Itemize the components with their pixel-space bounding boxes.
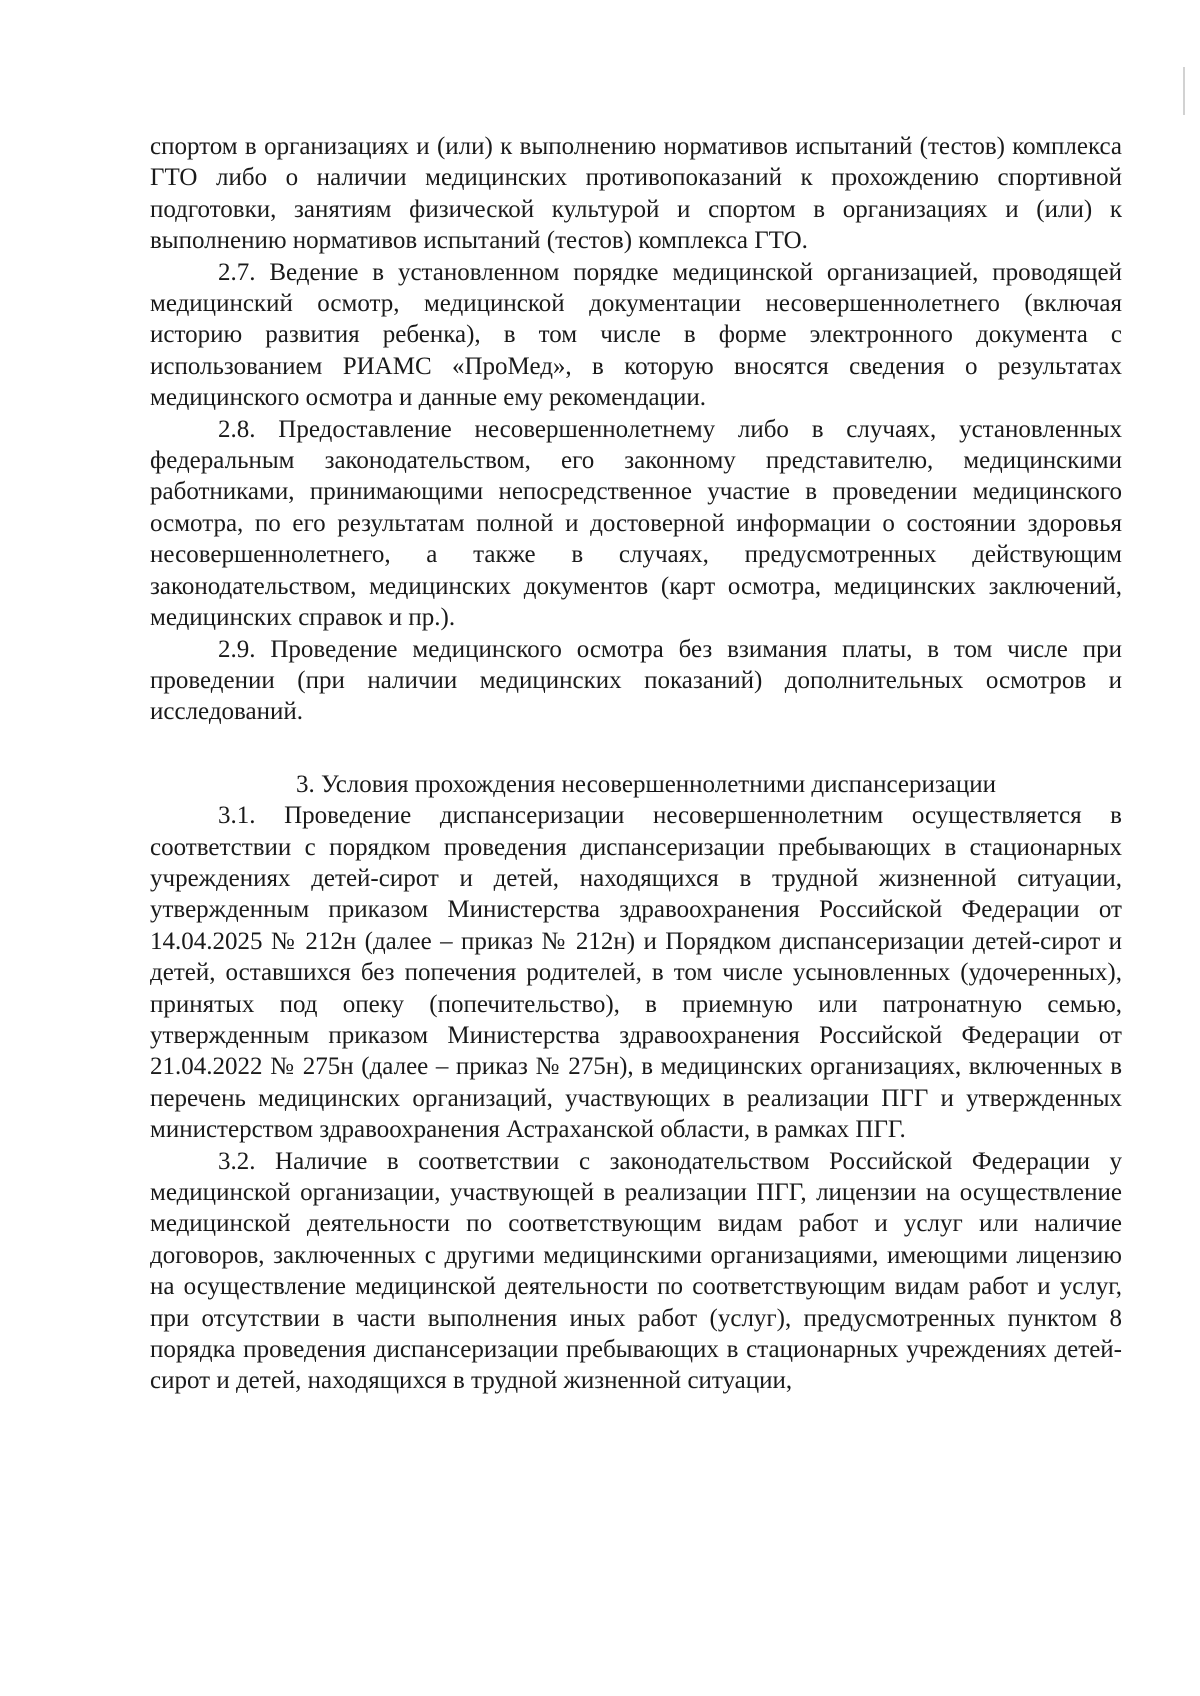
paragraph-2-8: 2.8. Предоставление несовершеннолетнему либо в случаях, установленных федеральным законодательством, его законному представителю, медицинскими работниками, принимающими непосредственное участие в проведении медицинского осмотра, по его результатам полной и достоверной информации о состоянии здоровья несовершеннолетнего, а также в случаях, предусмотренных действующим законодательством, медицинских документов (карт осмотра, медицинских заключений, медицинских справок и пр.). (150, 415, 1122, 632)
scan-edge-mark (1183, 67, 1185, 115)
paragraph-2-9: 2.9. Проведение медицинского осмотра без взимания платы, в том числе при проведении (при наличии медицинских показаний) дополнительных осмотров и исследований. (150, 635, 1122, 726)
document-body (150, 131, 1122, 1397)
section-3-heading: 3. Условия прохождения несовершеннолетними диспансеризации (296, 770, 996, 798)
section-spacer (150, 728, 1122, 769)
paragraph-continuation: спортом в организациях и (или) к выполнению нормативов испытаний (тестов) комплекса ГТО либо о наличии медицинских противопоказаний к прохождению спортивной подготовки, занятиям физической культурой и спортом в организациях и (или) к выполнению нормативов испытаний (тестов) комплекса ГТО. (150, 133, 1122, 255)
paragraph-2-7: 2.7. Ведение в установленном порядке медицинской организацией, проводящей медицинский осмотр, медицинской документации несовершеннолетнего (включая историю развития ребенка), в том числе в форме электронного документа с использованием РИАМС «ПроМед», в которую вносятся сведения о результатах медицинского осмотра и данные ему рекомендации. (150, 258, 1122, 412)
paragraph-3-1: 3.1. Проведение диспансеризации несовершеннолетним осуществляется в соответствии с порядком проведения диспансеризации пребывающих в стационарных учреждениях детей-сирот и детей, находящихся в трудной жизненной ситуации, утвержденным приказом Министерства здравоохранения Российской Федерации от 14.04.2025 № 212н (далее – приказ № 212н) и Порядком диспансеризации детей-сирот и детей, оставшихся без попечения родителей, в том числе усыновленных (удочеренных), принятых под опеку (попечительство), в приемную или патронатную семью, утвержденным приказом Министерства здравоохранения Российской Федерации от 21.04.2022 № 275н (далее – приказ № 275н), в медицинских организациях, включенных в перечень медицинских организаций, участвующих в реализации ПГГ и утвержденных министерством здравоохранения Астраханской области, в рамках ПГГ. (150, 802, 1122, 1144)
paragraph-3-2: 3.2. Наличие в соответствии с законодательством Российской Федерации у медицинской организации, участвующей в реализации ПГГ, лицензии на осуществление медицинской деятельности по соответствующим видам работ и услуг или наличие договоров, заключенных с другими медицинскими организациями, имеющими лицензию на осуществление медицинской деятельности по соответствующим видам работ и услуг, при отсутствии в части выполнения иных работ (услуг), предусмотренных пунктом 8 порядка проведения диспансеризации пребывающих в стационарных учреждениях детей-сирот и детей, находящихся в трудной жизненной ситуации, (150, 1147, 1122, 1395)
